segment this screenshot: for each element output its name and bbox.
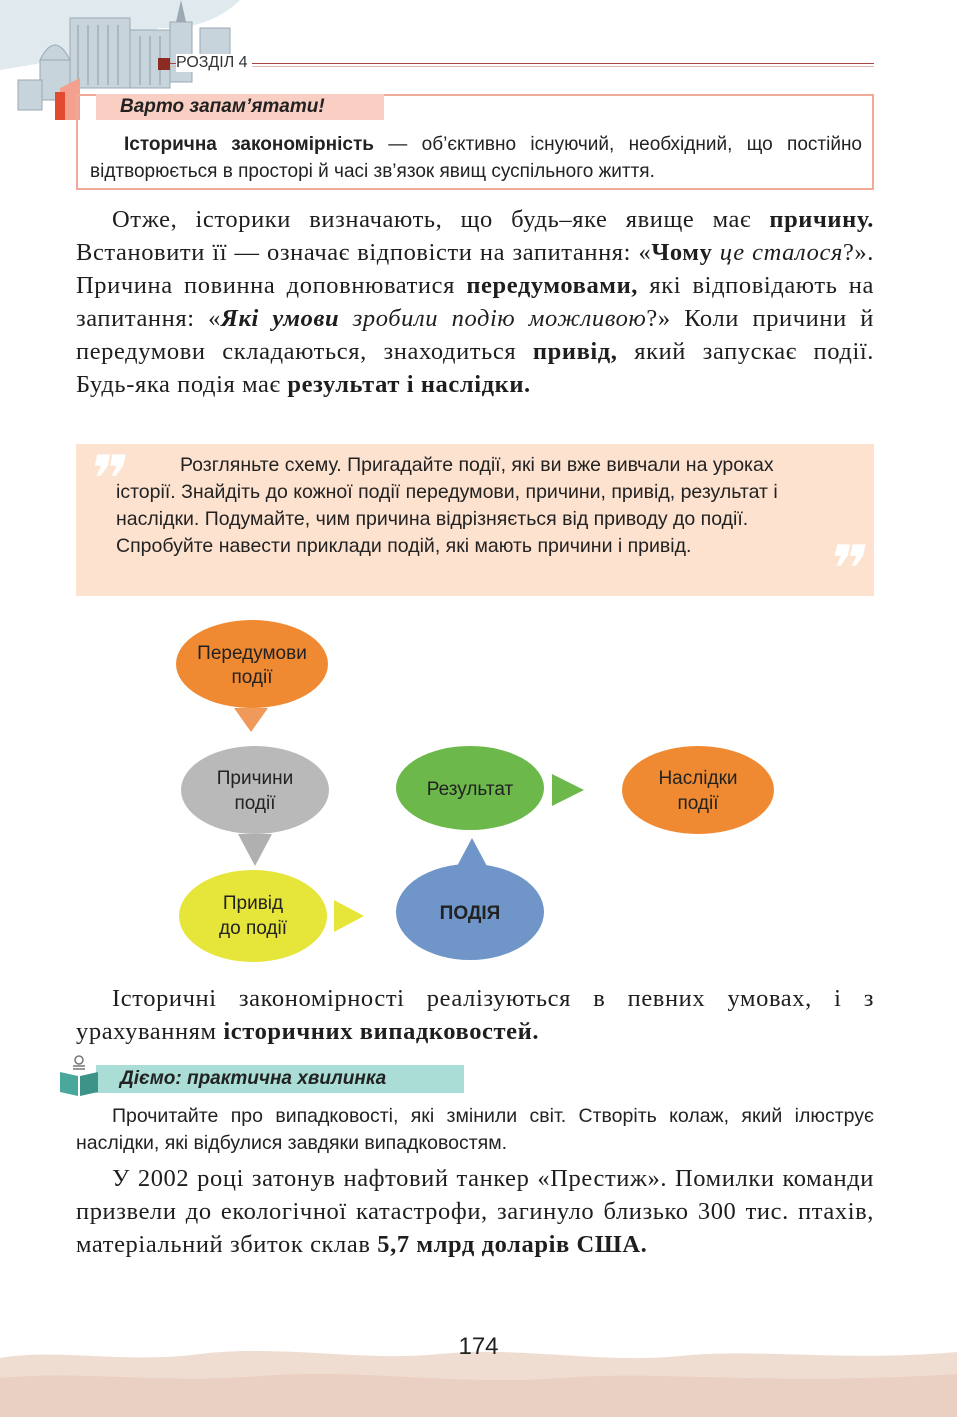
arrow-down-causes bbox=[238, 834, 272, 866]
term-pretext: привід, bbox=[532, 338, 618, 365]
header-rule bbox=[158, 63, 874, 64]
node-result-label: Результат bbox=[426, 779, 514, 800]
node-preconditions-line1: Передумови bbox=[197, 643, 307, 664]
term-why: Чому bbox=[651, 239, 713, 266]
remember-term: Історична закономірність bbox=[124, 134, 374, 155]
text: ?» Коли причини й передумови складаються, знаходиться bbox=[76, 305, 874, 365]
remember-definition bbox=[90, 131, 862, 185]
node-pretext bbox=[179, 870, 327, 962]
task-box bbox=[76, 443, 874, 607]
text: які відповідають на запитання: « bbox=[76, 272, 874, 332]
node-pretext-line1: Привід bbox=[222, 893, 284, 914]
remember-title-bar bbox=[96, 94, 384, 120]
paragraph-prestige bbox=[76, 1162, 874, 1261]
practical-title: Діємо: практична хвилинка bbox=[120, 1068, 387, 1089]
paragraph-regularities bbox=[76, 982, 874, 1048]
damage-amount: 5,7 млрд доларів США. bbox=[377, 1231, 648, 1258]
section-marker bbox=[158, 58, 170, 70]
italic-question: зробили подію можливою bbox=[339, 305, 647, 332]
page-number: 174 bbox=[458, 1333, 499, 1360]
text: Історичні закономірності реалізуються в певних умовах, і з урахуванням bbox=[76, 985, 874, 1045]
header-rule-light bbox=[158, 66, 874, 67]
arrow-down-preconditions bbox=[234, 708, 268, 732]
practical-text: Прочитайте про випадковості, які змінили світ. Створіть колаж, який ілюструє наслідки, які відбулися завдяки випадковостям. bbox=[76, 1105, 874, 1154]
italic-question: це сталося bbox=[712, 239, 843, 266]
term-cause: причину. bbox=[769, 206, 874, 233]
node-result bbox=[396, 746, 544, 830]
arrow-up-event bbox=[456, 838, 488, 868]
text: Встановити її — означає відповісти на запитання: « bbox=[76, 239, 652, 266]
paragraph-causes bbox=[76, 203, 874, 401]
remember-title: Варто запам’ятати! bbox=[120, 96, 325, 117]
term-conditions: Які умови bbox=[220, 305, 340, 332]
node-consequences bbox=[622, 746, 774, 834]
arrow-right-pretext bbox=[334, 900, 364, 932]
term-preconditions: передумовами, bbox=[466, 272, 639, 299]
event-scheme-diagram bbox=[160, 620, 800, 970]
node-pretext-line2: до події bbox=[219, 918, 287, 939]
term-historical-accidents: історичних випадковостей. bbox=[223, 1018, 540, 1045]
practical-title-bar bbox=[96, 1065, 464, 1093]
node-preconditions-line2: події bbox=[231, 667, 273, 688]
quote-close-icon: ❞ bbox=[820, 533, 874, 607]
remember-definition-text: — об’єктивно існуючий, необхідний, що постійно відтворюється в просторі й часі зв’язок явищ суспільного життя. bbox=[90, 134, 862, 182]
text: який запускає події. Будь-яка подія має bbox=[76, 338, 874, 398]
task-text: Розгляньте схему. Пригадайте події, які ви вже вивчали на уроках історії. Знайдіть до кожної події передумови, причини, привід, результат і наслідки. Подумайте, чим причина відрізняється від приводу до події. Спробуйте навести приклади подій, які мають причини і привід. bbox=[116, 454, 778, 557]
section-label: РОЗДІЛ 4 bbox=[176, 54, 252, 72]
node-causes-line2: події bbox=[234, 793, 276, 814]
node-consequences-line2: події bbox=[677, 793, 719, 814]
section-header bbox=[158, 55, 874, 77]
node-causes-line1: Причини bbox=[216, 768, 294, 789]
text: Отже, історики визначають, що будь–яке явище має bbox=[112, 206, 770, 233]
term-result: результат і наслідки. bbox=[287, 371, 531, 398]
node-causes bbox=[181, 746, 329, 834]
open-book-icon bbox=[56, 1052, 102, 1098]
node-event-label: ПОДІЯ bbox=[439, 903, 501, 924]
text: ?». Причина повинна доповнюватися bbox=[76, 239, 874, 299]
quote-open-icon: ❞ bbox=[80, 443, 134, 517]
node-event bbox=[396, 864, 544, 960]
arrow-right-result bbox=[552, 774, 584, 806]
node-consequences-line1: Наслідки bbox=[658, 768, 738, 789]
node-preconditions bbox=[176, 620, 328, 708]
text: У 2002 році затонув нафтовий танкер «Престиж». Помилки команди призвели до екологічної катастрофи, загинуло близько 300 тис. птахів, матеріальний збиток склав bbox=[76, 1165, 874, 1258]
